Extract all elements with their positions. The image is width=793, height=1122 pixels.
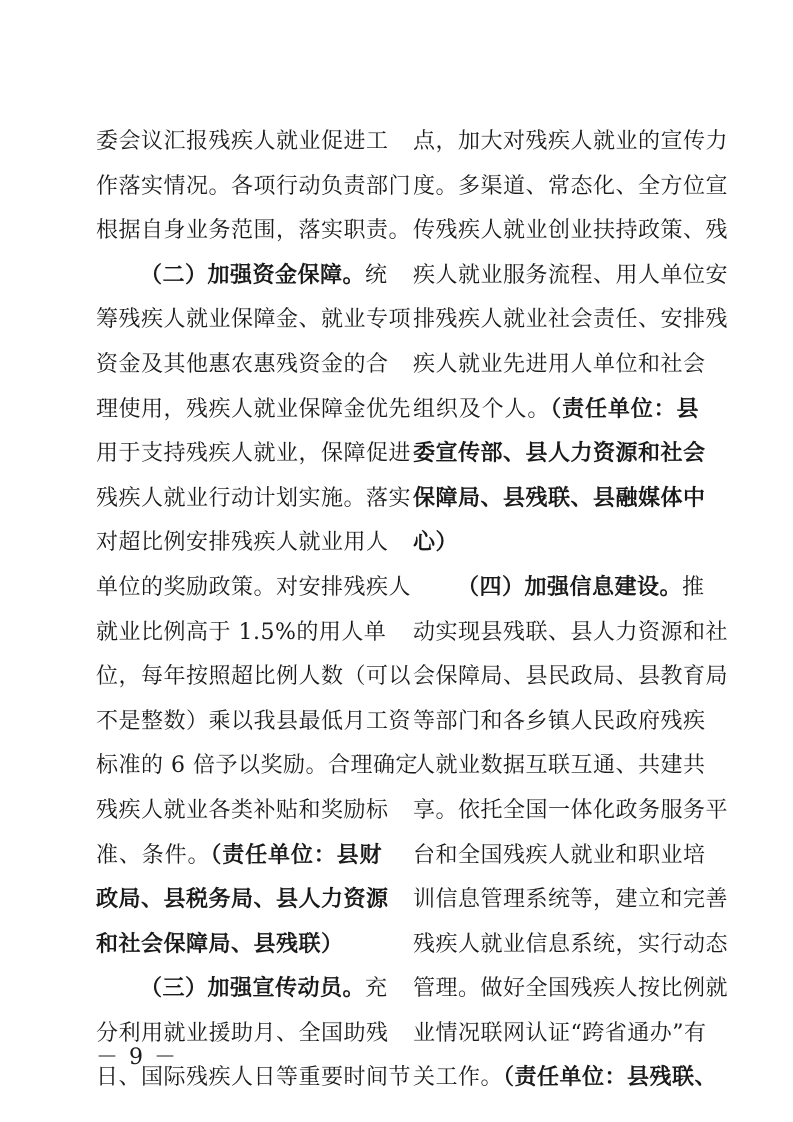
text-line: 享。依托全国一体化政务服务平 — [413, 797, 729, 823]
text-line — [96, 834, 382, 879]
text-line: 作落实情况。各项行动负责部门 — [96, 173, 412, 199]
text-line — [413, 1056, 718, 1101]
text-fragment: 组织及个人。 — [413, 396, 551, 422]
text-line: 残疾人就业各类补贴和奖励标 — [96, 797, 389, 823]
text-line: 标准的 6 倍予以奖励。合理确定 — [96, 753, 418, 779]
responsible-unit-line: 和社会保障局、县残联） — [96, 931, 344, 957]
section-heading-publicity: （三）加强宣传动员。 — [140, 976, 366, 1002]
text-fragment: 推 — [682, 574, 705, 600]
text-line: 资金及其他惠农惠残资金的合 — [96, 351, 389, 377]
right-text-column — [413, 120, 729, 1101]
text-fragment: 准、条件。 — [96, 842, 211, 868]
text-line: 日、国际残疾人日等重要时间节 — [96, 1065, 412, 1091]
text-line: 委会议汇报残疾人就业促进工 — [96, 129, 389, 154]
responsible-unit-label: （责任单位：县 — [550, 396, 699, 422]
responsible-unit-label: （责任单位：县残联、 — [503, 1065, 718, 1091]
section-heading-line — [413, 566, 705, 611]
text-line: 排残疾人就业社会责任、安排残 — [413, 307, 729, 333]
section-heading-line — [96, 967, 388, 1012]
text-line: 对超比例安排残疾人就业用人 — [96, 530, 389, 556]
section-heading-line — [96, 254, 388, 299]
text-line: 传残疾人就业创业扶持政策、残 — [413, 218, 729, 244]
responsible-unit-label: （责任单位：县财 — [210, 842, 382, 868]
text-fragment: 充 — [365, 976, 388, 1002]
text-line: 分利用就业援助月、全国助残 — [96, 1020, 389, 1046]
text-line: 人就业数据互联互通、共建共 — [413, 753, 706, 779]
left-text-column — [96, 120, 418, 1101]
text-line: 理使用，残疾人就业保障金优先 — [96, 396, 412, 422]
text-line: 单位的奖励政策。对安排残疾人 — [96, 574, 412, 600]
text-line: 动实现县残联、县人力资源和社 — [413, 619, 729, 645]
text-line: 用于支持残疾人就业，保障促进 — [96, 441, 412, 467]
text-line: 不是整数）乘以我县最低月工资 — [96, 708, 412, 734]
page-number: － 9 － — [96, 1045, 178, 1070]
text-line: 管理。做好全国残疾人按比例就 — [413, 976, 729, 1002]
text-line: 就业比例高于 1.5%的用人单 — [96, 619, 387, 645]
text-line: 筹残疾人就业保障金、就业专项 — [96, 307, 412, 333]
text-line: 度。多渠道、常态化、全方位宣 — [413, 173, 729, 199]
text-line: 业情况联网认证“跨省通办”有 — [413, 1020, 707, 1046]
responsible-unit-line: 政局、县税务局、县人力资源 — [96, 887, 389, 913]
text-line: 根据自身业务范围，落实职责。 — [96, 218, 412, 244]
text-line: 疾人就业先进用人单位和社会 — [413, 351, 706, 377]
text-line: 台和全国残疾人就业和职业培 — [413, 842, 706, 868]
text-line: 训信息管理系统等，建立和完善 — [413, 887, 729, 913]
section-heading-information: （四）加强信息建设。 — [457, 574, 683, 600]
text-line: 点，加大对残疾人就业的宣传力 — [413, 129, 729, 154]
text-fragment: 统 — [365, 262, 388, 288]
text-line: 会保障局、县民政局、县教育局 — [413, 664, 729, 690]
text-line: 残疾人就业行动计划实施。落实 — [96, 485, 412, 511]
text-line: 位，每年按照超比例人数（可以 — [96, 664, 412, 690]
responsible-unit-line: 委宣传部、县人力资源和社会 — [413, 441, 706, 467]
text-line: 疾人就业服务流程、用人单位安 — [413, 262, 729, 288]
text-line — [413, 388, 699, 433]
section-heading-funding: （二）加强资金保障。 — [140, 262, 366, 288]
text-fragment: 关工作。 — [413, 1065, 504, 1091]
responsible-unit-line: 心） — [413, 530, 459, 556]
text-line: 残疾人就业信息系统，实行动态 — [413, 931, 729, 957]
text-line: 等部门和各乡镇人民政府残疾 — [413, 708, 706, 734]
responsible-unit-line: 保障局、县残联、县融媒体中 — [413, 485, 706, 511]
